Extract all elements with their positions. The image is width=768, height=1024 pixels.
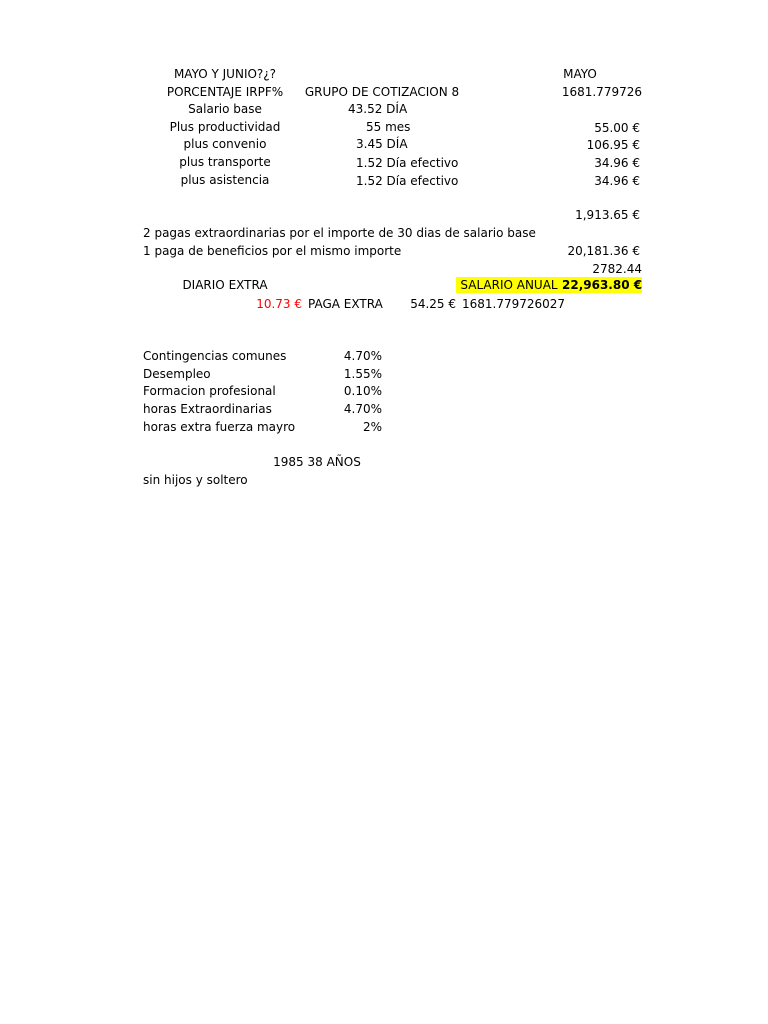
contribution-rate: 1.55%	[343, 367, 382, 381]
month-header: MAYO	[563, 67, 597, 81]
concept-amount: 1.52 Día efectivo	[356, 156, 459, 170]
concept-total: 34.96 €	[594, 174, 640, 188]
irpf-value: 1681.779726	[561, 85, 642, 99]
irpf-label: PORCENTAJE IRPF%	[166, 85, 284, 99]
extra-pay-value: 2782.44	[592, 262, 642, 276]
concept-label: Salario base	[188, 102, 262, 116]
concept-amount: 55 mes	[366, 120, 411, 134]
concept-label: plus asistencia	[180, 173, 270, 187]
family-status: sin hijos y soltero	[143, 473, 248, 487]
concept-label: Plus productividad	[169, 120, 281, 134]
sheet-title: MAYO Y JUNIO?¿?	[173, 67, 277, 81]
salario-anual-value: 22,963.80 €	[562, 278, 643, 292]
monthly-total: 1,913.65 €	[575, 208, 640, 222]
contribution-label: Desempleo	[143, 367, 211, 381]
concept-label: plus convenio	[183, 137, 267, 151]
extra-pays-note: 2 pagas extraordinarias por el importe de 30 dias de salario base	[143, 226, 536, 240]
birth-year-age: 1985 38 AÑOS	[273, 455, 361, 469]
concept-total: 106.95 €	[586, 138, 640, 152]
daily-extra-value: 10.73 €	[256, 297, 302, 311]
paga-extra-label: PAGA EXTRA	[308, 297, 383, 311]
concept-amount: 1.52 Día efectivo	[356, 174, 459, 188]
contribution-label: horas extra fuerza mayro	[143, 420, 296, 434]
contribution-rate: 2%	[362, 420, 382, 434]
contribution-label: Contingencias comunes	[143, 349, 287, 363]
benefits-pay-note: 1 paga de beneficios por el mismo importe	[143, 244, 402, 258]
concept-amount: 3.45 DÍA	[356, 137, 408, 151]
paga-extra-number: 1681.779726027	[462, 297, 566, 311]
salario-anual-label: SALARIO ANUAL	[456, 277, 562, 293]
benefits-pay-value: 20,181.36 €	[567, 244, 640, 258]
contribution-rate: 0.10%	[343, 384, 382, 398]
contribution-label: horas Extraordinarias	[143, 402, 272, 416]
contribution-rate: 4.70%	[343, 402, 382, 416]
contribution-label: Formacion profesional	[143, 384, 276, 398]
concept-label: plus transporte	[179, 155, 271, 169]
concept-amount: 43.52 DÍA	[348, 102, 408, 116]
contribution-rate: 4.70%	[343, 349, 382, 363]
diario-extra-label: DIARIO EXTRA	[182, 278, 268, 292]
concept-total: 34.96 €	[594, 156, 640, 170]
cotizacion-group-label: GRUPO DE COTIZACION 8	[304, 85, 460, 99]
paga-extra-value: 54.25 €	[410, 297, 456, 311]
concept-total: 55.00 €	[594, 121, 640, 135]
